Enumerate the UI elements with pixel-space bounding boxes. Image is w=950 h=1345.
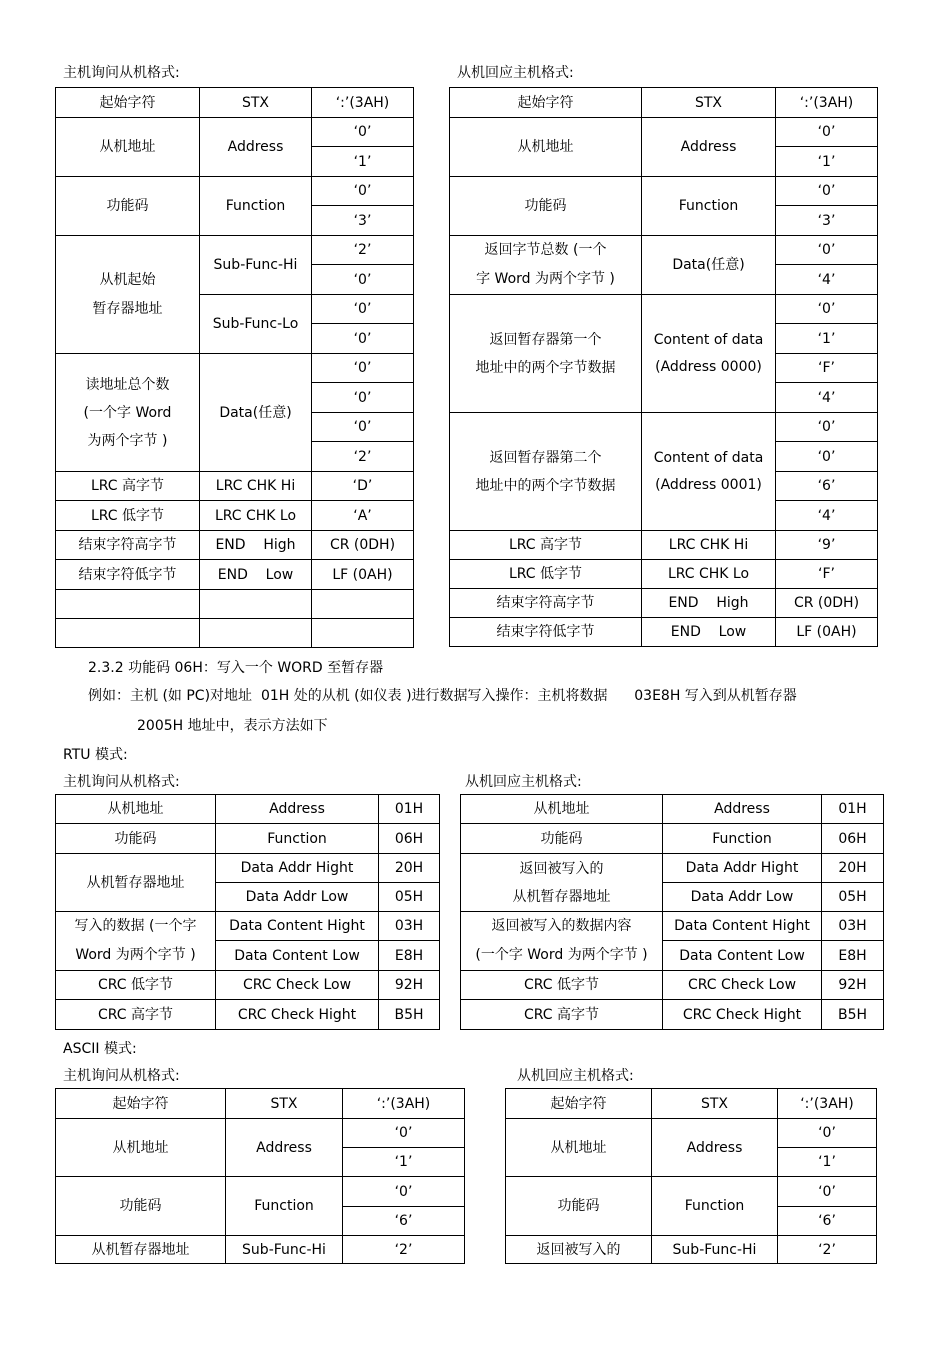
cell: Data(任意) [200, 354, 312, 472]
cell: 起始字符 [450, 88, 642, 118]
cell: E8H [822, 941, 884, 971]
cell: 功能码 [56, 824, 216, 854]
cell: Function [216, 824, 379, 854]
cell: 起始字符 [56, 88, 200, 118]
caption-query-format: 主机询问从机格式: [63, 774, 180, 790]
cell: ‘0’ [312, 265, 414, 295]
cell [461, 854, 663, 912]
cell: ‘0’ [776, 236, 878, 265]
cell: CR (0DH) [312, 531, 414, 560]
cell-line: 字 Word 为两个字节 ) [476, 271, 615, 287]
cell: ‘0’ [778, 1119, 877, 1148]
cell: ‘0’ [312, 324, 414, 354]
cell-line: 返回被写入的数据内容 [491, 918, 632, 934]
cell [450, 295, 642, 413]
cell: CRC Check Low [663, 971, 822, 1000]
cell [461, 912, 663, 971]
cell: 20H [822, 854, 884, 883]
rtu-query-table [55, 794, 440, 1030]
cell: Data Content Low [216, 941, 379, 971]
cell: 05H [379, 883, 440, 912]
cell: Sub-Func-Hi [226, 1236, 343, 1264]
example-text: 例如：主机 (如 PC)对地址 01H 处的从机 (如仪表 )进行数据写入操作：主机将数据 03E8H 写入到从机暂存器 [88, 688, 797, 704]
cell [642, 295, 776, 413]
cell: CRC 高字节 [56, 1000, 216, 1030]
cell: ‘4’ [776, 383, 878, 413]
cell: Function [200, 177, 312, 236]
cell: ‘D’ [312, 472, 414, 501]
cell: ‘4’ [776, 501, 878, 531]
cell: ‘0’ [776, 413, 878, 442]
cell: LRC CHK Hi [642, 531, 776, 560]
cell: STX [652, 1089, 778, 1119]
cell: ‘4’ [776, 265, 878, 295]
cell: Address [226, 1119, 343, 1177]
cell: ‘:’(3AH) [776, 88, 878, 118]
cell: 结束字符低字节 [56, 560, 200, 590]
cell: ‘F’ [776, 560, 878, 589]
cell: CRC 低字节 [461, 971, 663, 1000]
cell: ‘2’ [312, 236, 414, 265]
cell-line: 返回暂存器第二个 [489, 449, 602, 466]
cell: LF (0AH) [776, 618, 878, 647]
cell: CRC 高字节 [461, 1000, 663, 1030]
cell: Function [226, 1177, 343, 1236]
cell-line: 返回暂存器第一个 [489, 331, 602, 348]
cell: 03H [822, 912, 884, 941]
cell: END Low [200, 560, 312, 590]
cell [56, 912, 216, 971]
cell-line: Content of data [653, 449, 764, 466]
cell: B5H [379, 1000, 440, 1030]
cell: ‘0’ [776, 442, 878, 472]
cell: Data Addr Hight [216, 854, 379, 883]
cell: Sub-Func-Hi [652, 1236, 778, 1264]
cell: 从机暂存器地址 [56, 854, 216, 912]
cell: 结束字符高字节 [56, 531, 200, 560]
cell: 从机暂存器地址 [56, 1236, 226, 1264]
cell: STX [226, 1089, 343, 1119]
cell: 结束字符高字节 [450, 589, 642, 618]
cell: ‘2’ [778, 1236, 877, 1264]
cell: 从机地址 [450, 118, 642, 177]
cell [56, 354, 200, 472]
cell: ‘9’ [776, 531, 878, 560]
cell: Sub-Func-Lo [200, 295, 312, 354]
ascii-response-table [505, 1088, 877, 1264]
cell: ‘1’ [776, 147, 878, 177]
cell-line: 返回被写入的 [519, 860, 604, 877]
cell: ‘1’ [312, 147, 414, 177]
cell: ‘3’ [312, 206, 414, 236]
cell: Data Content Hight [663, 912, 822, 941]
cell: ‘0’ [312, 354, 414, 383]
cell: 功能码 [506, 1177, 652, 1236]
cell: 20H [379, 854, 440, 883]
cell: 03H [379, 912, 440, 941]
cell-line: 写入的数据 (一个字 [74, 918, 197, 934]
example-text-cont: 2005H 地址中，表示方法如下 [137, 718, 328, 734]
cell: Address [216, 795, 379, 824]
cell: LF (0AH) [312, 560, 414, 590]
cell: 从机地址 [461, 795, 663, 824]
cell: Address [652, 1119, 778, 1177]
cell: 05H [822, 883, 884, 912]
cell: ‘0’ [776, 118, 878, 147]
cell: ‘3’ [776, 206, 878, 236]
caption-response-format: 从机回应主机格式: [457, 65, 574, 81]
empty-cell [56, 590, 200, 619]
cell: Data(任意) [642, 236, 776, 295]
cell: ‘:’(3AH) [312, 88, 414, 118]
cell-line: 地址中的两个字节数据 [475, 359, 616, 376]
cell: 返回被写入的 [506, 1236, 652, 1264]
cell: CRC Check Hight [663, 1000, 822, 1030]
cell: 结束字符低字节 [450, 618, 642, 647]
cell: 起始字符 [56, 1089, 226, 1119]
cell: Data Addr Low [216, 883, 379, 912]
cell-line: 读地址总个数 [85, 376, 170, 393]
cell: ‘0’ [776, 295, 878, 324]
cell: 06H [379, 824, 440, 854]
cell: ‘A’ [312, 501, 414, 531]
cell: CRC Check Low [216, 971, 379, 1000]
cell: 从机地址 [56, 1119, 226, 1177]
ascii-query-table [55, 1088, 465, 1264]
cell: 起始字符 [506, 1089, 652, 1119]
cell: ‘0’ [343, 1177, 465, 1207]
cell: ‘6’ [343, 1207, 465, 1236]
cell: ‘0’ [312, 383, 414, 413]
cell [450, 413, 642, 531]
cell: CRC 低字节 [56, 971, 216, 1000]
cell: END Low [642, 618, 776, 647]
cell: STX [200, 88, 312, 118]
cell: 从机地址 [506, 1119, 652, 1177]
cell-line: 返回字节总数 (一个 [484, 242, 607, 258]
rtu-response-table [460, 794, 884, 1030]
cell: 01H [379, 795, 440, 824]
cell: ‘0’ [312, 295, 414, 324]
cell: LRC CHK Lo [642, 560, 776, 589]
cell: 06H [822, 824, 884, 854]
cell: 从机地址 [56, 795, 216, 824]
cell: ‘0’ [343, 1119, 465, 1148]
cell: 功能码 [461, 824, 663, 854]
cell-line: Content of data [653, 331, 764, 348]
cell-line: 为两个字节 ) [87, 432, 168, 449]
ascii-mode-label: ASCII 模式: [63, 1041, 137, 1057]
empty-cell [312, 590, 414, 619]
cell: B5H [822, 1000, 884, 1030]
cell [450, 236, 642, 295]
cell: ‘6’ [778, 1207, 877, 1236]
empty-cell [200, 590, 312, 619]
cell: ‘0’ [778, 1177, 877, 1207]
cell: Function [652, 1177, 778, 1236]
cell: Address [200, 118, 312, 177]
cell [642, 413, 776, 531]
cell: LRC CHK Lo [200, 501, 312, 531]
cell-line: 从机暂存器地址 [512, 888, 611, 905]
caption-query-format: 主机询问从机格式: [63, 65, 180, 81]
cell: ‘F’ [776, 354, 878, 383]
cell-line: (Address 0000) [655, 358, 762, 375]
cell-line: 从机起始 [99, 271, 156, 288]
cell-line: 地址中的两个字节数据 [475, 477, 616, 494]
cell: ‘2’ [343, 1236, 465, 1264]
cell: ‘0’ [776, 177, 878, 206]
empty-cell [312, 619, 414, 648]
cell: ‘0’ [312, 413, 414, 442]
cell: Sub-Func-Hi [200, 236, 312, 295]
cell: ‘1’ [776, 324, 878, 354]
cell-line: (Address 0001) [655, 476, 762, 493]
query-format-table-03 [55, 87, 414, 648]
cell: LRC 高字节 [450, 531, 642, 560]
cell-line: (一个字 Word [83, 404, 172, 421]
rtu-mode-label: RTU 模式: [63, 747, 128, 763]
cell: ‘1’ [778, 1148, 877, 1177]
cell: ‘0’ [312, 177, 414, 206]
cell: ‘:’(3AH) [778, 1089, 877, 1119]
cell: Data Addr Low [663, 883, 822, 912]
cell-line: (一个字 Word 为两个字节 ) [475, 947, 648, 963]
cell: 92H [379, 971, 440, 1000]
cell: Address [663, 795, 822, 824]
cell: CR (0DH) [776, 589, 878, 618]
cell-line: 暂存器地址 [92, 300, 163, 317]
cell: Function [642, 177, 776, 236]
empty-cell [200, 619, 312, 648]
cell [56, 236, 200, 354]
cell: 功能码 [56, 177, 200, 236]
cell: 92H [822, 971, 884, 1000]
response-format-table-03 [449, 87, 878, 647]
cell: Function [663, 824, 822, 854]
cell: ‘0’ [312, 118, 414, 147]
cell-line: Word 为两个字节 ) [75, 947, 196, 963]
cell: 功能码 [56, 1177, 226, 1236]
cell: ‘1’ [343, 1148, 465, 1177]
cell: ‘:’(3AH) [343, 1089, 465, 1119]
cell: Data Addr Hight [663, 854, 822, 883]
cell: LRC 低字节 [56, 501, 200, 531]
cell: END High [642, 589, 776, 618]
cell: E8H [379, 941, 440, 971]
cell: ‘6’ [776, 472, 878, 501]
cell: 功能码 [450, 177, 642, 236]
cell: LRC 高字节 [56, 472, 200, 501]
empty-cell [56, 619, 200, 648]
section-heading: 2.3.2 功能码 06H：写入一个 WORD 至暂存器 [88, 660, 384, 676]
cell: 从机地址 [56, 118, 200, 177]
cell: Data Content Low [663, 941, 822, 971]
cell: STX [642, 88, 776, 118]
caption-response-format: 从机回应主机格式: [465, 774, 582, 790]
cell: CRC Check Hight [216, 1000, 379, 1030]
cell: ‘2’ [312, 442, 414, 472]
cell: Data Content Hight [216, 912, 379, 941]
cell: LRC 低字节 [450, 560, 642, 589]
cell: 01H [822, 795, 884, 824]
caption-response-format: 从机回应主机格式: [517, 1068, 634, 1084]
cell: LRC CHK Hi [200, 472, 312, 501]
cell: END High [200, 531, 312, 560]
caption-query-format: 主机询问从机格式: [63, 1068, 180, 1084]
cell: Address [642, 118, 776, 177]
